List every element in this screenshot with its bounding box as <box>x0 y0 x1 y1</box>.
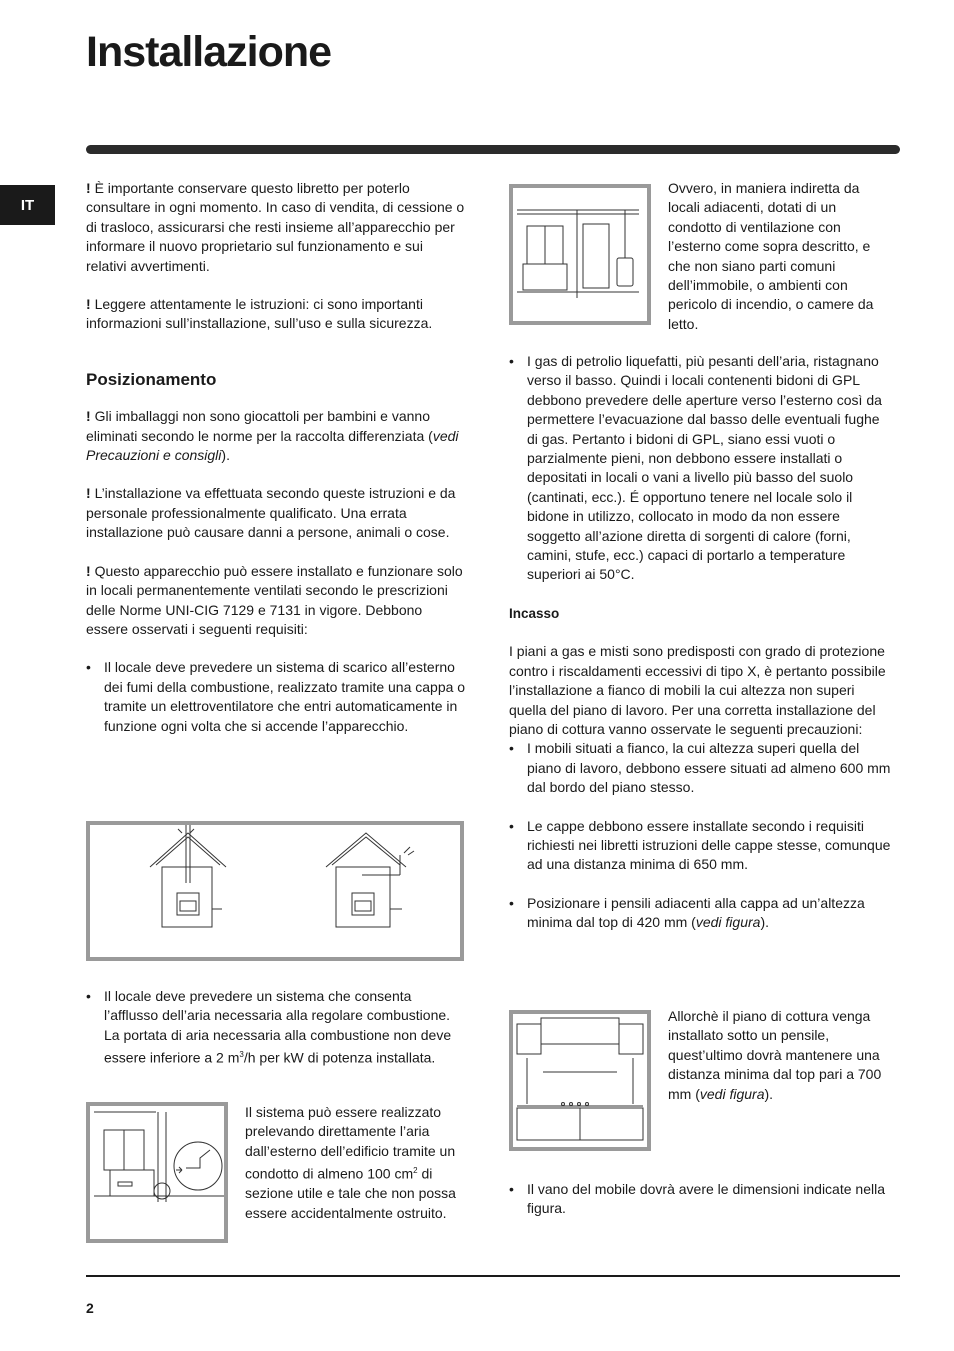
bullet-cappe: • Le cappe debbono essere installate secondo i requisiti richiesti nei libretti istruzioni delle cappe stesse, comunque ad una distanza minima di 650 mm. <box>509 817 894 875</box>
adjacent-room-illustration <box>513 188 647 321</box>
left-column-top <box>86 179 466 736</box>
language-tab: IT <box>0 185 55 225</box>
warning-mark: ! <box>86 180 95 196</box>
page-number: 2 <box>86 1300 94 1316</box>
figure-hood-cabinets <box>509 1010 651 1151</box>
intro-paragraph-2: ! Leggere attentamente le istruzioni: ci sono importanti informazioni sull’installazione, sull’uso e sulla sicurezza. <box>86 296 433 332</box>
figure-houses-ventilation <box>86 821 464 961</box>
paragraph-incasso: I piani a gas e misti sono predisposti con grado di protezione contro i riscaldamenti eccessivi di tipo X, è pertanto possibile l’installazione a fianco di mobili la cui altezza non superi quella del piano di lavoro. Per una corretta installazione del piano di cottura vanno osservate le seguenti precauzioni: <box>509 643 886 737</box>
intro-paragraph-1: ! È importante conservare questo libretto per poterlo consultare in ogni momento. In caso di vendita, di cessione o di trasloco, assicurarsi che resti insieme all’apparecchio per informare il nuovo proprietario sul funzionamento e sui relativi avvertimenti. <box>86 180 465 274</box>
right-column-bottom <box>509 1180 894 1219</box>
bullet-gpl: • I gas di petrolio liquefatti, più pesanti dell’aria, ristagnano verso il basso. Quindi i locali contenenti bidoni di GPL debbono prevedere delle aperture verso l’esterno così da permettere l’evacuazione dal basso delle eventuali fughe di gas. Pertanto i bidoni di GPL, siano essi vuoti o parzialmente pieni, non debbono essere installati o depositati in locali o vani a livello più basso del suolo (cantinati, ecc.). É opportuno tenere nel locale solo il bidone in utilizzo, collocato in modo da non essere soggetto all’azione diretta di sorgenti di calore (forni, camini, stufe, ecc.) capaci di portarlo a temperature superiori ai 50°C. <box>509 352 894 585</box>
houses-illustration <box>90 825 460 957</box>
left-column-bottom <box>86 987 466 1068</box>
air-duct-illustration <box>90 1106 224 1239</box>
figure-air-duct <box>86 1102 228 1243</box>
header-rule <box>86 145 900 154</box>
figure-text-hood: Allorchè il piano di cottura venga installato sotto un pensile, quest’ultimo dovrà mantenere una distanza minima dal top pari a 700 mm (vedi figura). <box>668 1008 882 1102</box>
section-heading-posizionamento: Posizionamento <box>86 369 217 389</box>
bullet-mobili: • I mobili situati a fianco, la cui altezza superi quella del piano di lavoro, debbono essere situati ad almeno 600 mm dal bordo del piano stesso. <box>509 739 894 797</box>
section-heading-incasso: Incasso <box>509 605 560 621</box>
bullet-afflusso-aria: • Il locale deve prevedere un sistema che consenta l’afflusso dell’aria necessaria alla regolare combustione. La portata di aria necessaria alla combustione non deve essere inferiore a 2 $m^3/h$ per kW di potenza installata. <box>86 987 466 1068</box>
figure-adjacent-room <box>509 184 651 325</box>
paragraph-installazione: ! L’installazione va effettuata secondo queste istruzioni e da personale professionalmente qualificato. Una errata installazione può causare danni a persone, animali o cose. <box>86 485 456 541</box>
hood-cabinets-illustration <box>513 1014 647 1147</box>
warning-mark: ! <box>86 296 95 313</box>
figure-text-air-duct: Il sistema può essere realizzato prelevando direttamente l’aria dall’esterno dell’edificio tramite un condotto di almeno 100 $cm^2$ di sezione utile e tale che non possa essere accidentalmente ostruito. <box>245 1104 456 1221</box>
warning-mark: ! <box>86 562 95 579</box>
paragraph-imballaggi: ! Gli imballaggi non sono giocattoli per bambini e vanno eliminati secondo le norme per la raccolta differenziata (vedi Precauzioni e consigli). <box>86 408 459 464</box>
bullet-scarico: • Il locale deve prevedere un sistema di scarico all’esterno dei fumi della combustione, realizzato tramite una cappa o tramite un elettroventilatore che entri automaticamente in funzione ogni volta che si accende l’apparecchio. <box>86 658 466 736</box>
figure-text-adjacent-room: Ovvero, in maniera indiretta da locali adiacenti, dotati di un condotto di ventilazione con l’esterno come sopra descritto, e che non siano parti comuni dell’immobile, o ambienti con pericolo di incendio, o camere da letto. <box>668 180 874 332</box>
bullet-vano: • Il vano del mobile dovrà avere le dimensioni indicate nella figura. <box>509 1180 894 1219</box>
warning-mark: ! <box>86 485 95 502</box>
paragraph-ventilazione: ! Questo apparecchio può essere installato e funzionare solo in locali permanentemente ventilati secondo le prescrizioni delle Norme UNI-CIG 7129 e 7131 in vigore. Debbono essere osservati i seguenti requisiti: <box>86 562 463 637</box>
bullet-pensili: • Posizionare i pensili adiacenti alla cappa ad un’altezza minima dal top di 420 mm (vedi figura). <box>509 894 894 933</box>
warning-mark: ! <box>86 408 95 425</box>
footer-rule <box>86 1275 900 1277</box>
page-title: Installazione <box>86 28 332 76</box>
right-column-main <box>509 352 894 933</box>
